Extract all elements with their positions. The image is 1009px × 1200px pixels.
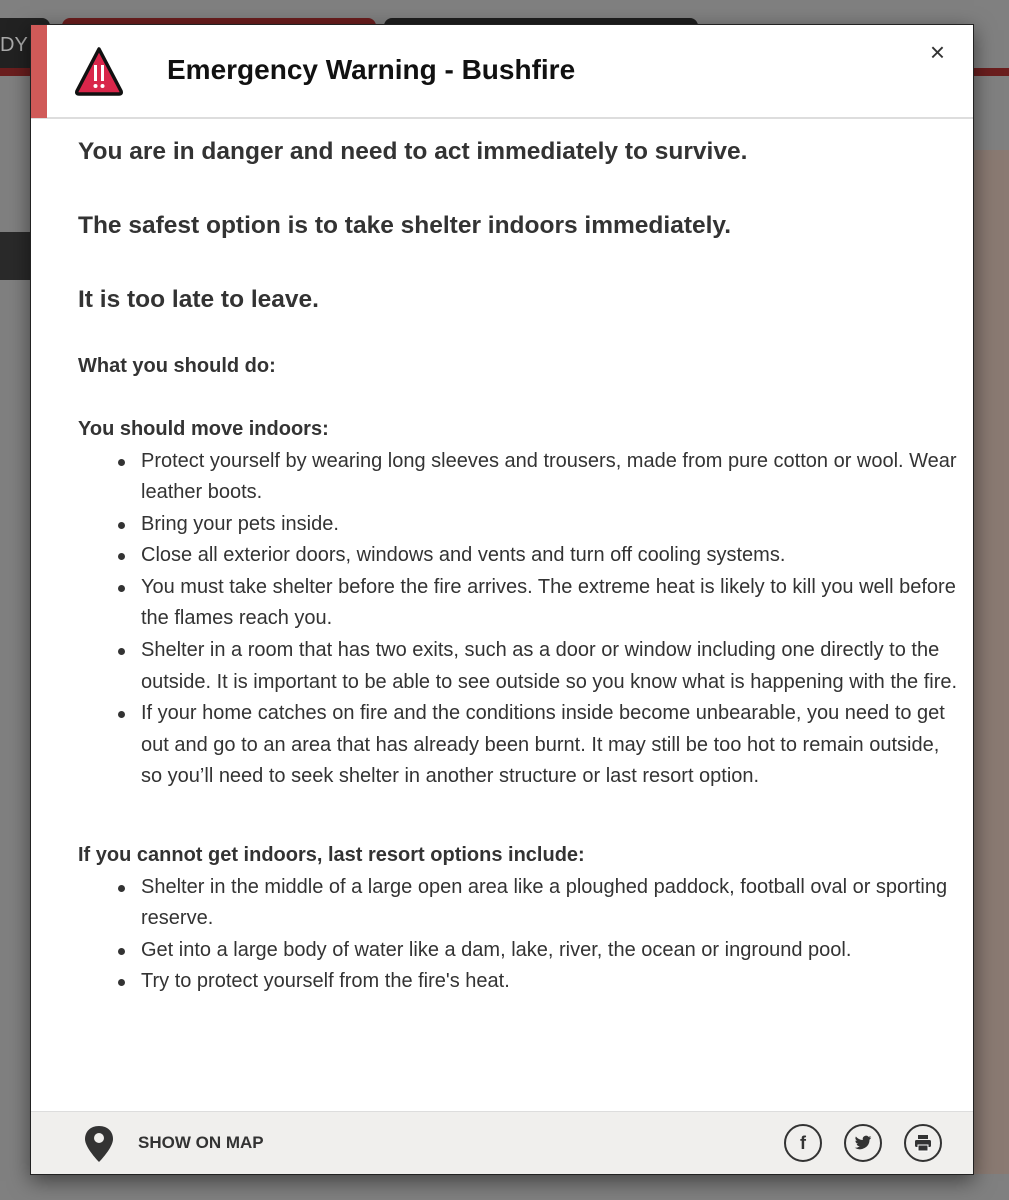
- twitter-icon: [854, 1135, 872, 1151]
- section-heading: If you cannot get indoors, last resort options include:: [78, 844, 585, 867]
- facebook-share-button[interactable]: [784, 1124, 822, 1162]
- show-on-map-button[interactable]: SHOW ON MAP: [138, 1133, 264, 1152]
- dialog-title: Emergency Warning - Bushfire: [167, 54, 576, 85]
- section-heading: You should move indoors:: [78, 418, 329, 440]
- list-item: If your home catches on fire and the conditions inside become unbearable, you need to get out and go to an area that has already been burnt. It may still be too hot to remain outside, so you’ll need to seek shelter in another structure or last resort option.: [141, 698, 958, 793]
- dialog-header: [31, 25, 973, 119]
- list-item: Try to protect yourself from the fire's heat.: [141, 966, 958, 998]
- background-map: [973, 150, 1009, 1174]
- list-item: Get into a large body of water like a dam, lake, river, the ocean or inground pool.: [141, 935, 958, 967]
- list-item: Shelter in the middle of a large open area like a ploughed paddock, football oval or sporting reserve.: [141, 872, 958, 935]
- dialog-content: [78, 137, 958, 998]
- accent-stripe: [31, 25, 47, 118]
- twitter-share-button[interactable]: [844, 1124, 882, 1162]
- print-button[interactable]: [904, 1124, 942, 1162]
- list-item: Close all exterior doors, windows and vents and turn off cooling systems.: [141, 540, 958, 572]
- close-button[interactable]: ×: [929, 37, 945, 67]
- emergency-warning-dialog: [30, 24, 974, 1175]
- facebook-icon: f: [800, 1132, 806, 1153]
- list-item: Protect yourself by wearing long sleeves and trousers, made from pure cotton or wool. Wear leather boots.: [141, 446, 958, 509]
- headline: The safest option is to take shelter indoors immediately.: [78, 212, 732, 239]
- dialog-footer: [31, 1111, 973, 1174]
- background-tab-label: DY: [0, 34, 28, 56]
- list-item: Shelter in a room that has two exits, such as a door or window including one directly to the outside. It is important to be able to see outside so you know what is happening with the fire.: [141, 635, 958, 698]
- print-icon: [914, 1134, 932, 1152]
- headline: You are in danger and need to act immediately to survive.: [78, 138, 748, 165]
- list-item: You must take shelter before the fire arrives. The extreme heat is likely to kill you well before the flames reach you.: [141, 572, 958, 635]
- warning-icon: [73, 45, 125, 97]
- last-resort-list: [141, 872, 958, 998]
- background-nav: [0, 232, 30, 280]
- section-heading: What you should do:: [78, 355, 276, 377]
- headline: It is too late to leave.: [78, 286, 319, 313]
- indoors-list: [141, 446, 958, 794]
- map-pin-icon[interactable]: [83, 1124, 115, 1164]
- list-item: Bring your pets inside.: [141, 509, 958, 541]
